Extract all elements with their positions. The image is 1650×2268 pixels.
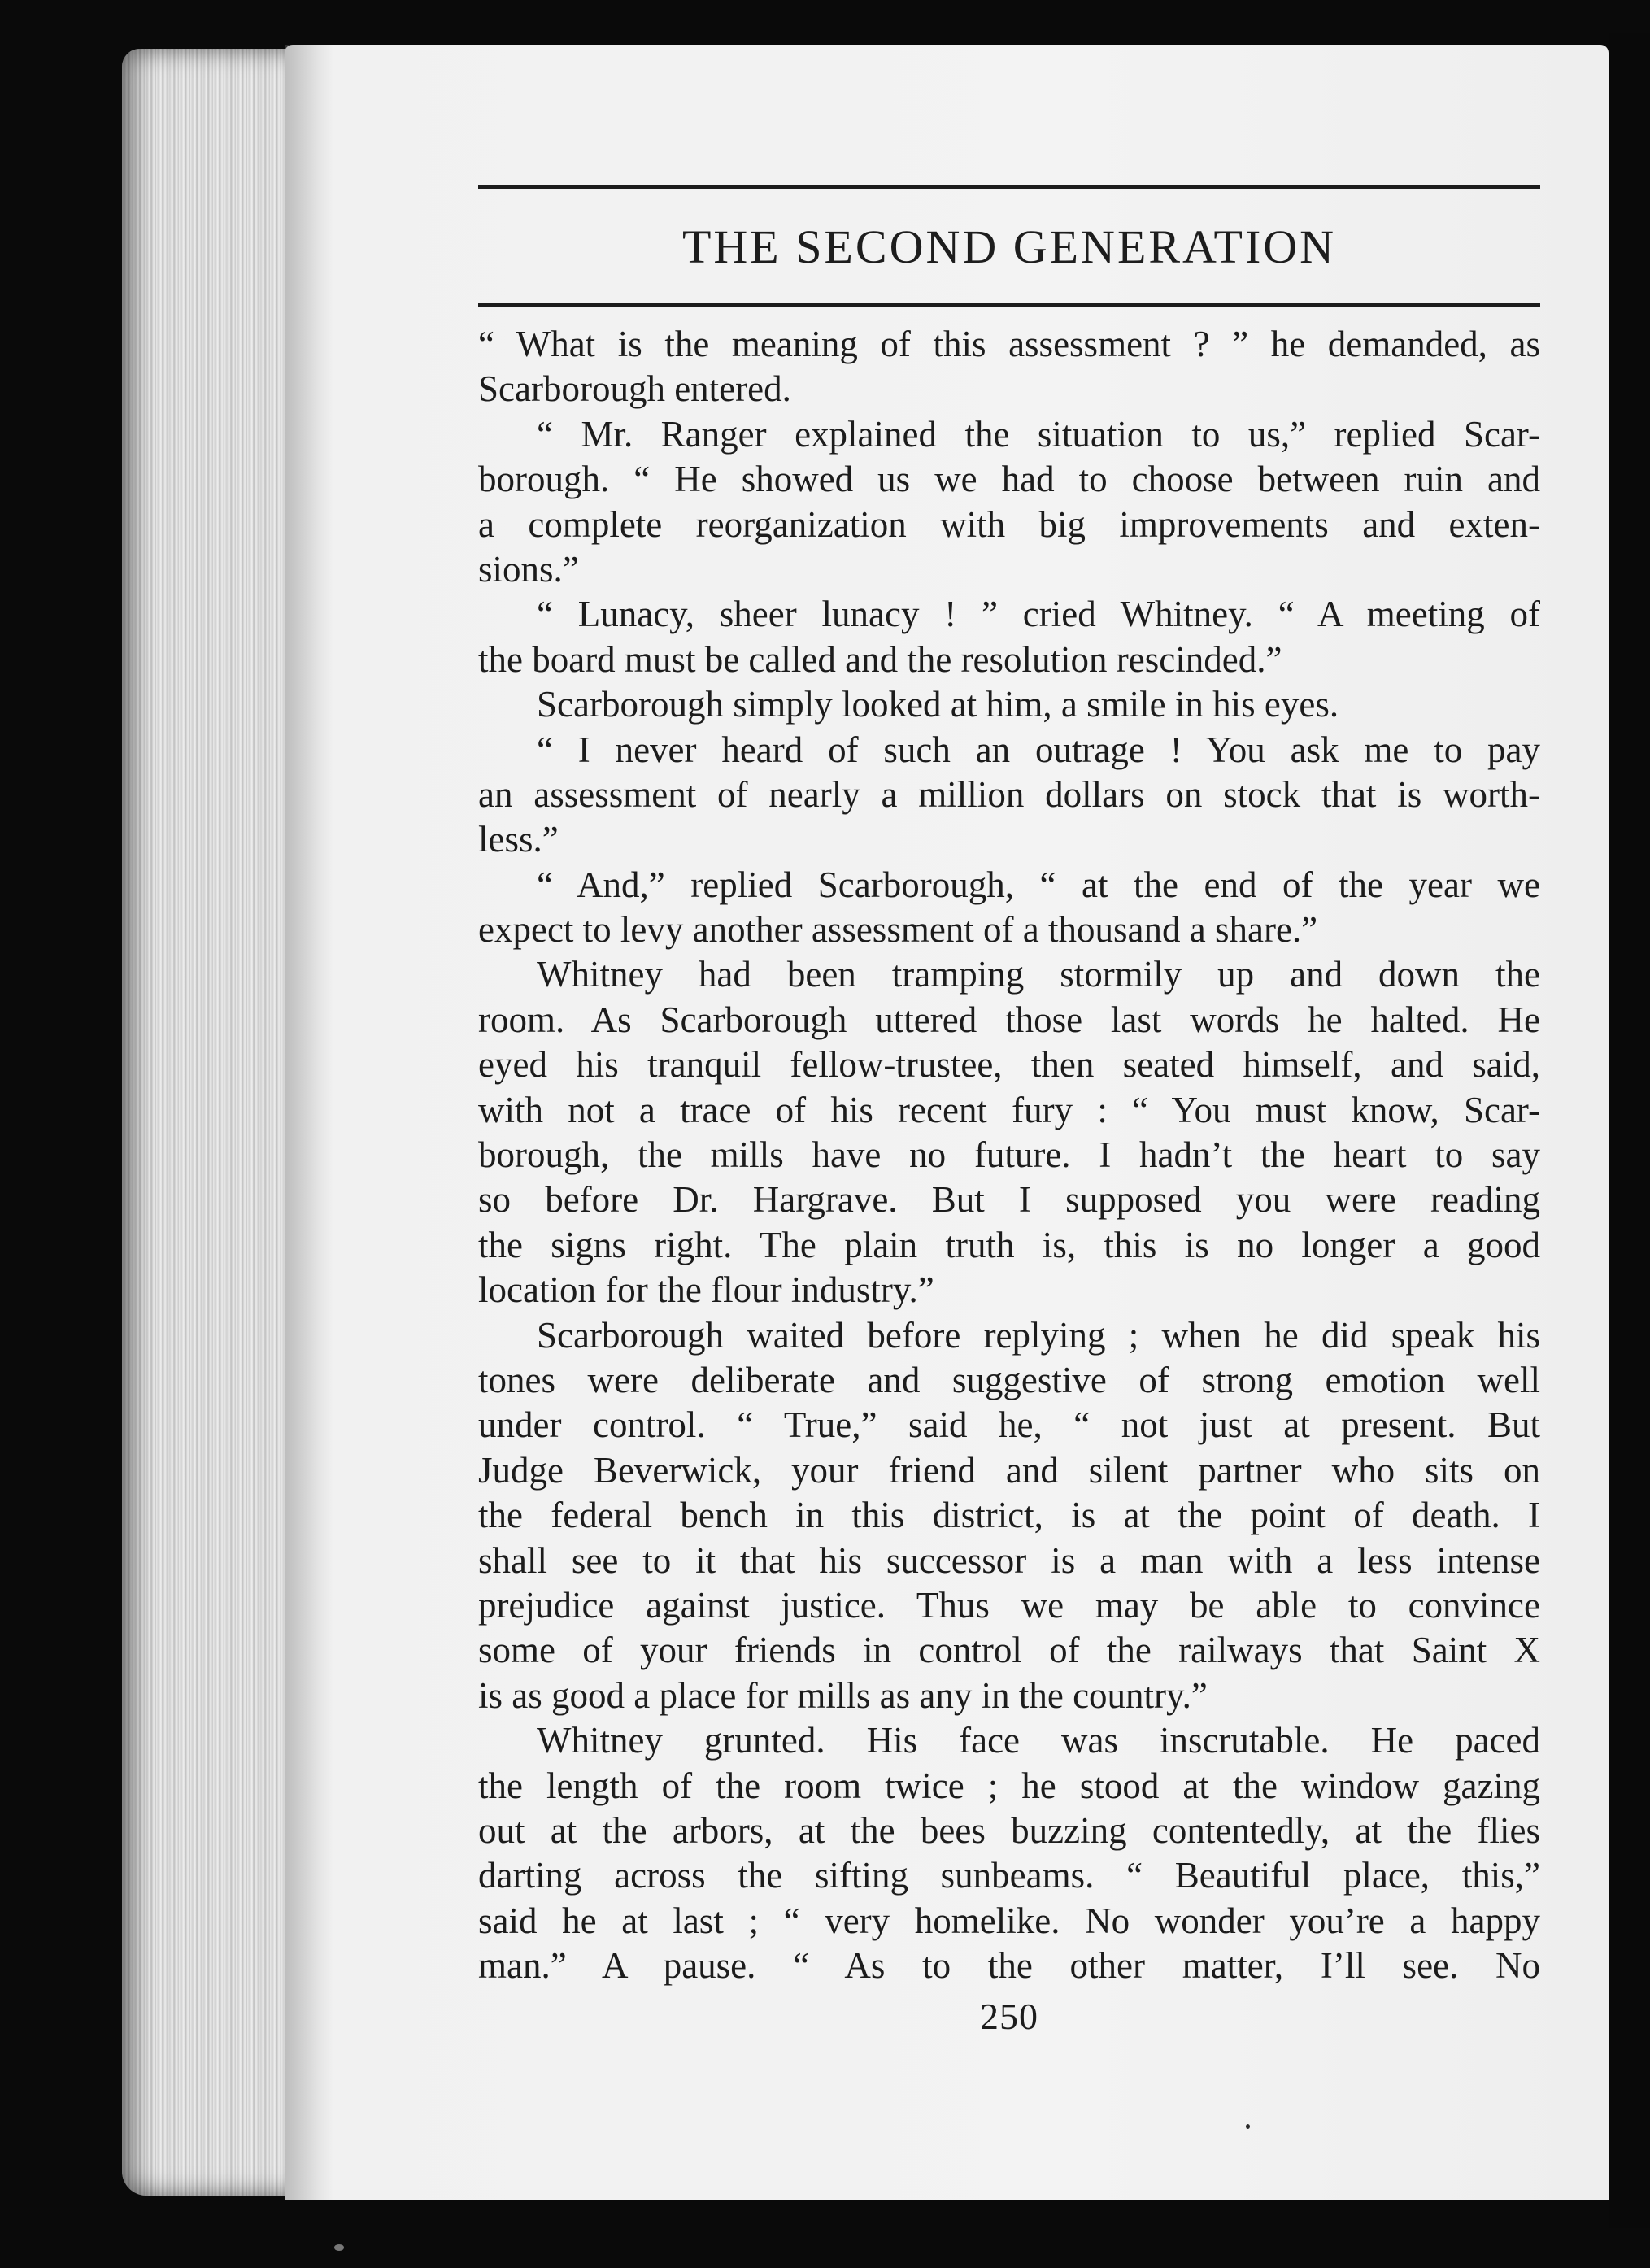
text-line: the length of the room twice ; he stood at the window gazing (478, 1765, 1540, 1806)
text-line: borough, the mills have no future. I hadn’t the heart to say (478, 1134, 1540, 1176)
text-line: Scarborough entered. (478, 368, 791, 410)
top-rule (478, 185, 1540, 189)
scan-speck (1246, 2124, 1250, 2129)
text-line: a complete reorganization with big improvements and exten- (478, 503, 1540, 545)
text-line: Whitney had been tramping stormily up and down the (537, 954, 1540, 995)
text-line: tones were deliberate and suggestive of strong emotion well (478, 1359, 1540, 1400)
text-line: with not a trace of his recent fury : “ You must know, Scar- (478, 1089, 1540, 1130)
text-line: an assessment of nearly a million dollars on stock that is worth- (478, 773, 1540, 815)
text-line: man.” A pause. “ As to the other matter, I’ll see. No (478, 1945, 1540, 1987)
text-line: some of your friends in control of the railways that Saint X (478, 1630, 1540, 1671)
text-line: expect to levy another assessment of a thousand a share.” (478, 909, 1318, 951)
text-line: Whitney grunted. His face was inscrutable. He paced (537, 1720, 1540, 1761)
text-line: the federal bench in this district, is at the point of death. I (478, 1495, 1540, 1536)
text-line: less.” (478, 819, 559, 860)
text-line: the board must be called and the resolution rescinded.” (478, 638, 1282, 680)
text-line: location for the flour industry.” (478, 1269, 934, 1311)
text-line: darting across the sifting sunbeams. “ Beautiful place, this,” (478, 1855, 1540, 1896)
text-line: so before Dr. Hargrave. But I supposed you were reading (478, 1179, 1540, 1221)
text-line: said he at last ; “ very homelike. No wonder you’re a happy (478, 1900, 1540, 1941)
text-line: prejudice against justice. Thus we may be able to convince (478, 1584, 1540, 1626)
text-line: “ Lunacy, sheer lunacy ! ” cried Whitney. “ A meeting of (537, 594, 1540, 635)
text-line: room. As Scarborough uttered those last words he halted. He (478, 999, 1540, 1040)
page-number: 250 (980, 1996, 1038, 2037)
text-line: Scarborough simply looked at him, a smile in his eyes. (537, 684, 1339, 725)
page-text-block (478, 185, 1540, 1988)
text-line: “ Mr. Ranger explained the situation to us,” replied Scar- (537, 413, 1540, 455)
text-line: Scarborough waited before replying ; when he did speak his (537, 1314, 1540, 1356)
text-line: shall see to it that his successor is a man with a less intense (478, 1539, 1540, 1581)
text-line: under control. “ True,” said he, “ not just at present. But (478, 1404, 1540, 1446)
text-line: “ I never heard of such an outrage ! You ask me to pay (537, 729, 1540, 770)
text-line: Judge Beverwick, your friend and silent partner who sits on (478, 1449, 1540, 1491)
text-line: sions.” (478, 548, 579, 590)
text-line: eyed his tranquil fellow-trustee, then seated himself, and said, (478, 1044, 1540, 1086)
right-scan-edge (1609, 33, 1650, 2228)
text-line: is as good a place for mills as any in the country.” (478, 1674, 1208, 1716)
text-line: borough. “ He showed us we had to choose between ruin and (478, 459, 1540, 500)
text-line: out at the arbors, at the bees buzzing contentedly, at the flies (478, 1809, 1540, 1851)
text-line: “ What is the meaning of this assessment ? ” he demanded, as (478, 324, 1540, 364)
header-rule (478, 303, 1540, 307)
running-head: THE SECOND GENERATION (681, 220, 1337, 273)
spine-shadow (285, 45, 333, 2200)
scan-speck (334, 2244, 344, 2251)
text-line: the signs right. The plain truth is, this is no longer a good (478, 1224, 1540, 1265)
page-edges-stack (122, 49, 309, 2196)
body-text (478, 322, 1540, 1988)
text-line: “ And,” replied Scarborough, “ at the end of the year we (537, 864, 1540, 905)
